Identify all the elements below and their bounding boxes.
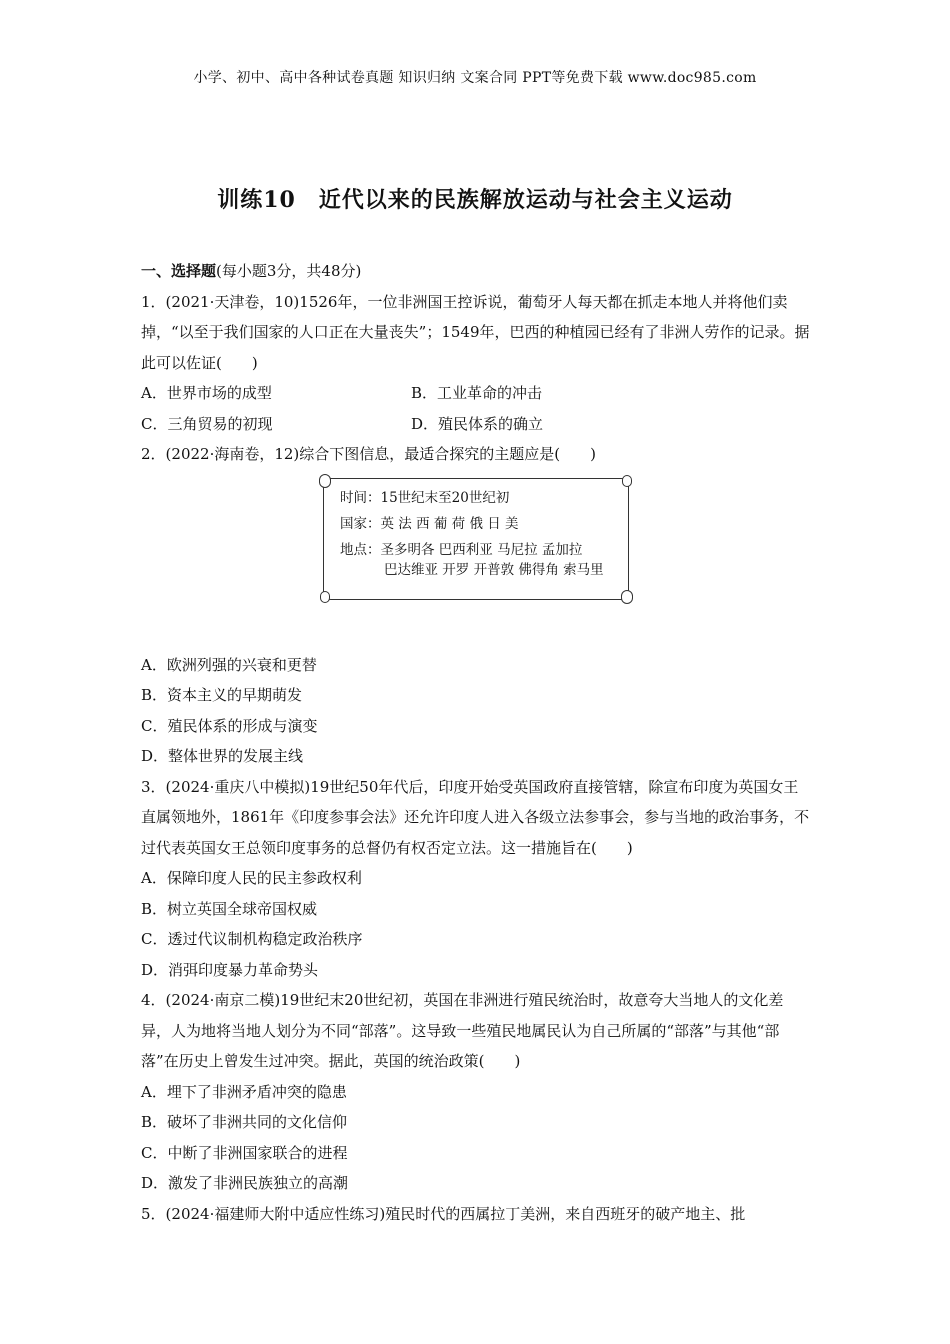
question-3-option-b: B．树立英国全球帝国权威 — [141, 899, 318, 918]
question-2-stem: 2．(2022·海南卷，12)综合下图信息，最适合探究的主题应是( ) — [141, 445, 596, 463]
question-1-option-a: A．世界市场的成型 — [141, 384, 272, 402]
question-1-option-c: C．三角贸易的初现 — [141, 414, 273, 433]
question-1-stem: 1．(2021·天津卷，10)1526年，一位非洲国王控诉说，葡萄牙人每天都在抓走本地人并将他们卖掉，“以至于我们国家的人口正在大量丧失”；1549年，巴西的种植园已经有了非洲人劳作的记录。据此可以佐证( ) — [141, 292, 810, 372]
scroll-curl-top-left — [319, 474, 331, 488]
scroll-curl-bottom-right — [621, 590, 633, 604]
question-1-option-b: B．工业革命的冲击 — [411, 384, 543, 402]
scroll-curl-top-right — [622, 475, 632, 487]
question-2-option-a: A．欧洲列强的兴衰和更替 — [141, 655, 317, 674]
question-3-stem: 3．(2024·重庆八中模拟)19世纪50年代后，印度开始受英国政府直接管辖，除宣布印度为英国女王直属领地外，1861年《印度参事会法》还允许印度人进入各级立法参事会，参与当地的政治事务，不过代表英国女王总领印度事务的总督仍有权否定立法。这一措施旨在( ) — [141, 777, 810, 857]
question-1-options-row1 — [141, 378, 811, 409]
question-4-option-a: A．埋下了非洲矛盾冲突的隐患 — [141, 1082, 347, 1101]
question-1-option-d: D．殖民体系的确立 — [411, 414, 544, 433]
question-3-option-c: C．透过代议制机构稳定政治秩序 — [141, 930, 363, 948]
question-4-option-b: B．破坏了非洲共同的文化信仰 — [141, 1113, 348, 1131]
scroll-curl-bottom-left — [320, 591, 330, 603]
question-2-figure — [141, 470, 811, 650]
question-1-options-row2 — [141, 409, 811, 440]
question-3-option-d: D．消弭印度暴力革命势头 — [141, 960, 319, 979]
scroll-time: 时间：15世纪末至20世纪初 — [340, 489, 510, 506]
question-2-option-d: D．整体世界的发展主线 — [141, 747, 304, 765]
scroll-country: 国家：英 法 西 葡 荷 俄 日 美 — [340, 515, 519, 532]
scroll-place-2: 巴达维亚 开罗 开普敦 佛得角 索马里 — [384, 561, 604, 578]
question-list — [141, 256, 811, 1229]
section-label: 一、选择题 — [141, 262, 217, 280]
question-2-option-c: C．殖民体系的形成与演变 — [141, 716, 318, 735]
scroll-place-1: 地点：圣多明各 巴西利亚 马尼拉 孟加拉 — [340, 541, 583, 558]
page-header: 小学、初中、高中各种试卷真题 知识归纳 文案合同 PPT等免费下载 www.doc985.com — [193, 70, 757, 86]
page-title: 训练10 近代以来的民族解放运动与社会主义运动 — [217, 187, 733, 213]
question-4-option-c: C．中断了非洲国家联合的进程 — [141, 1143, 348, 1162]
question-5-stem: 5．(2024·福建师大附中适应性练习)殖民时代的西属拉丁美洲，来自西班牙的破产地主、批 — [141, 1204, 746, 1223]
question-4-stem: 4．(2024·南京二模)19世纪末20世纪初，英国在非洲进行殖民统治时，故意夸大当地人的文化差异，人为地将当地人划分为不同“部落”。这导致一些殖民地属民认为自己所属的“部落”与其他“部落”在历史上曾发生过冲突。据此，英国的统治政策( ) — [141, 991, 784, 1070]
question-2-option-b: B．资本主义的早期萌发 — [141, 686, 303, 704]
section-heading — [141, 256, 811, 287]
question-3-option-a: A．保障印度人民的民主参政权利 — [141, 869, 362, 887]
question-4-option-d: D．激发了非洲民族独立的高潮 — [141, 1174, 349, 1192]
scroll-figure — [323, 478, 629, 600]
section-note: (每小题3分，共48分) — [216, 262, 362, 280]
